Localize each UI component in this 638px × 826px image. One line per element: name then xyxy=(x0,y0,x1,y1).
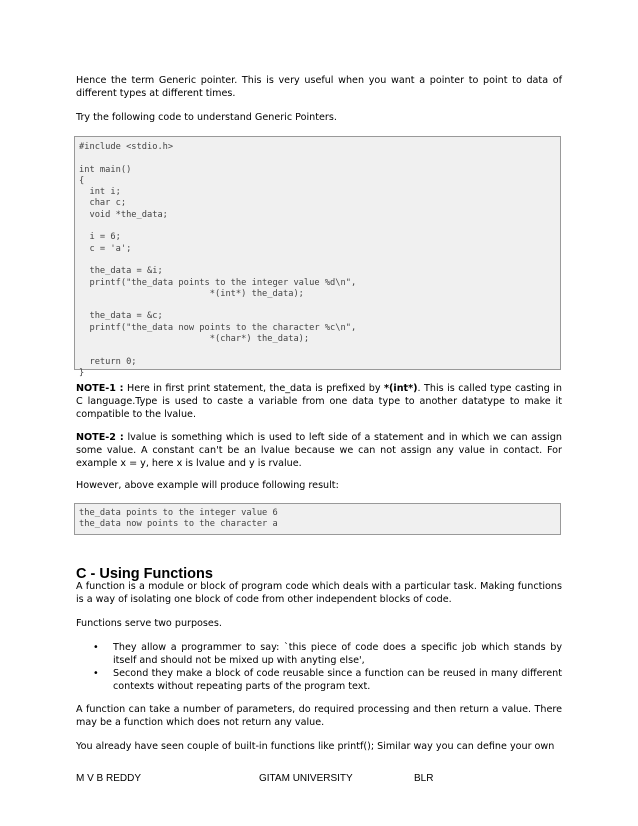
bullet-icon: • xyxy=(93,642,99,653)
list-item xyxy=(76,667,562,693)
note-1-text-b: . This is called type casting in C language.Type is used to caste a variable from one data type to another datatype to make it compatible to the lvalue. xyxy=(76,383,562,420)
bullet-text: Second they make a block of code reusable since a function can be reused in many different contexts without repeating parts of the program text. xyxy=(113,668,562,692)
builtin-functions-paragraph: You already have seen couple of built-in functions like printf(); Similar way you can define your own xyxy=(76,741,555,752)
purposes-list xyxy=(76,641,562,693)
note-1-label: NOTE-1 : xyxy=(76,383,124,394)
footer-author: M V B REDDY xyxy=(76,773,142,784)
code-block-generic-pointer xyxy=(74,136,561,378)
function-definition-paragraph: A function is a module or block of program code which deals with a particular task. Making functions is a way of isolating one block of code from other independent blocks of code. xyxy=(76,581,562,605)
note-2-label: NOTE-2 : xyxy=(76,432,124,443)
note-1-paragraph xyxy=(76,382,562,421)
note-2-text: lvalue is something which is used to left side of a statement and in which we can assign some value. A constant can't be an lvalue because we can not assign any value in contact. For example x = y, here x is lvalue and y is rvalue. xyxy=(76,432,562,469)
footer-location: BLR xyxy=(414,773,434,784)
note-1-text-a: Here in first print statement, the_data is prefixed by xyxy=(123,383,385,394)
result-paragraph: However, above example will produce following result: xyxy=(76,480,339,491)
section-heading: C - Using Functions xyxy=(76,566,213,582)
bullet-icon: • xyxy=(93,668,99,679)
generic-pointer-paragraph: Hence the term Generic pointer. This is very useful when you want a pointer to point to data of different types at different times. xyxy=(76,75,562,99)
note-2-paragraph xyxy=(76,431,562,470)
output-text: the_data points to the integer value 6 the_data now points to the character a xyxy=(79,508,278,530)
footer-university: GITAM UNIVERSITY xyxy=(259,773,353,784)
list-item xyxy=(76,641,562,667)
note-1-emphasis: *(int*) xyxy=(384,383,418,394)
purposes-paragraph: Functions serve two purposes. xyxy=(76,618,222,629)
try-code-paragraph: Try the following code to understand Generic Pointers. xyxy=(76,112,337,123)
parameters-paragraph: A function can take a number of parameters, do required processing and then return a value. There may be a function which does not return any value. xyxy=(76,704,562,728)
code-text: #include <stdio.h> int main() { int i; char c; void *the_data; i = 6; c = 'a'; the_data = &i; printf("the_data points to the integer value %d\n", *(int*) the_data); the_data = &c; printf("the_data now points to the character %c\n", *(char*) the_data); return 0; } xyxy=(79,142,357,378)
code-block-output xyxy=(74,503,561,535)
bullet-text: They allow a programmer to say: `this piece of code does a specific job which stands by itself and should not be mixed up with anyting else', xyxy=(113,642,562,666)
